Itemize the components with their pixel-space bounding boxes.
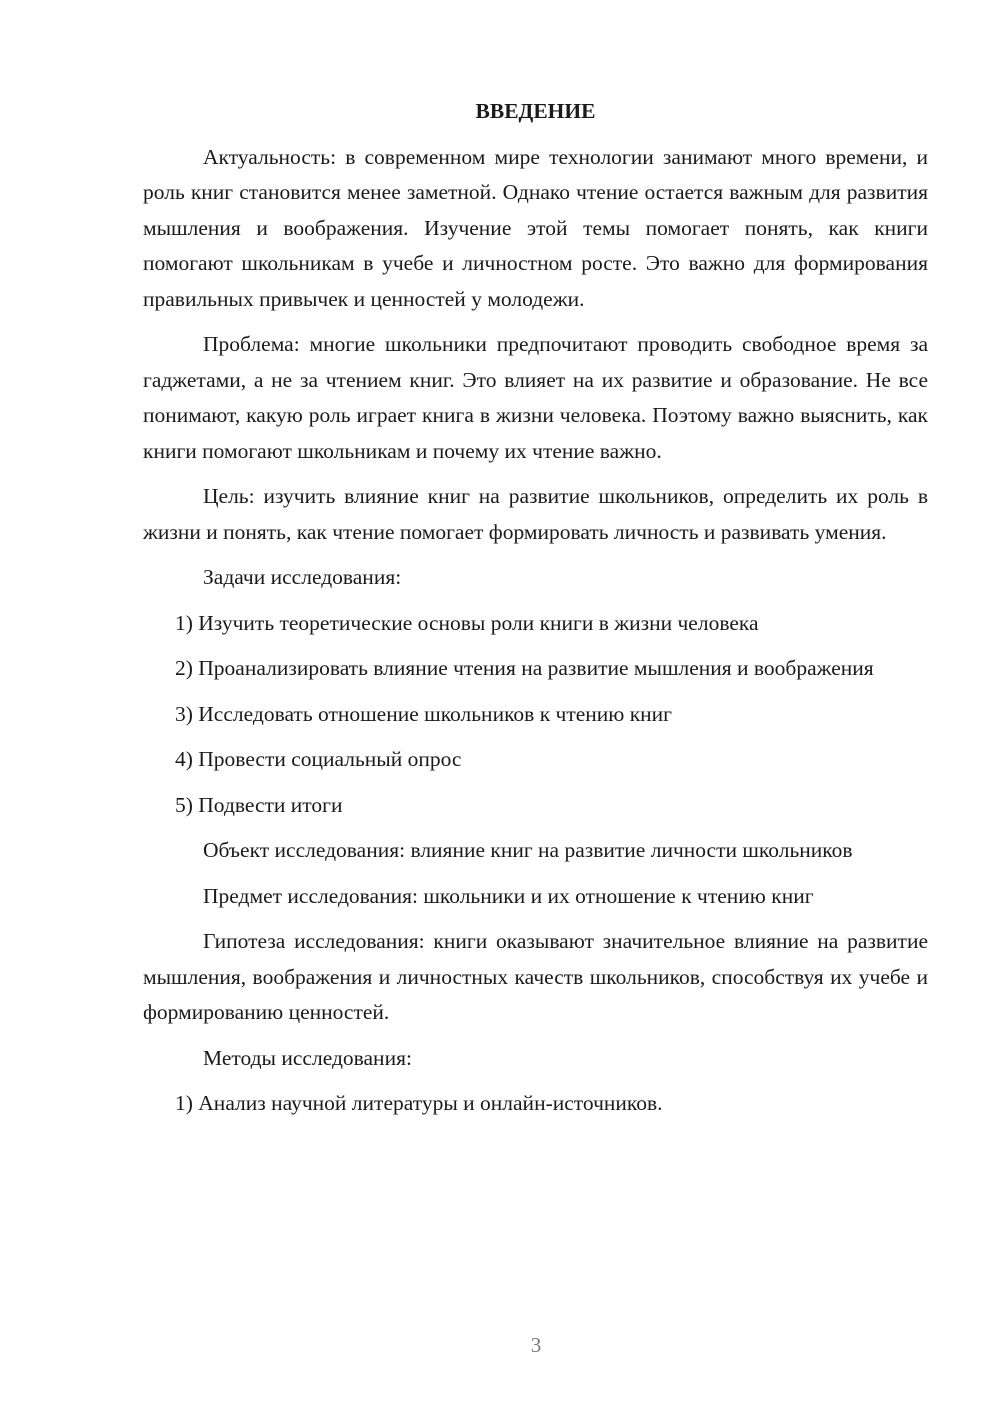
object-paragraph: Объект исследования: влияние книг на развитие личности школьников — [203, 838, 853, 862]
goal-paragraph: Цель: изучить влияние книг на развитие школьников, определить их роль в жизни и понять, как чтение помогает формировать личность и развивать умения. — [143, 484, 928, 544]
task-item: 2) Проанализировать влияние чтения на развитие мышления и воображения — [175, 656, 874, 680]
hypothesis-paragraph: Гипотеза исследования: книги оказывают значительное влияние на развитие мышления, воображения и личностных качеств школьников, способствуя их учебе и формированию ценностей. — [143, 929, 928, 1024]
task-item: 4) Провести социальный опрос — [175, 747, 462, 771]
task-item: 5) Подвести итоги — [175, 792, 343, 817]
task-item: 3) Исследовать отношение школьников к чтению книг — [175, 701, 672, 726]
section-heading: ВВЕДЕНИЕ — [475, 99, 596, 123]
task-item: 1) Изучить теоретические основы роли книги в жизни человека — [175, 610, 759, 635]
methods-title: Методы исследования: — [203, 1045, 412, 1070]
subject-paragraph: Предмет исследования: школьники и их отношение к чтению книг — [203, 883, 814, 908]
method-item: 1) Анализ научной литературы и онлайн-источников. — [175, 1091, 663, 1115]
relevance-paragraph: Актуальность: в современном мире технологии занимают много времени, и роль книг становится менее заметной. Однако чтение остается важным для развития мышления и воображения. Изучение этой темы помогает понять, как книги помогают школьникам в учебе и личностном росте. Это важно для формирования правильных привычек и ценностей у молодежи. — [143, 144, 928, 311]
problem-paragraph: Проблема: многие школьники предпочитают проводить свободное время за гаджетами, а не за чтением книг. Это влияет на их развитие и образование. Не все понимают, какую роль играет книга в жизни человека. Поэтому важно выяснить, как книги помогают школьникам и почему их чтение важно. — [143, 332, 928, 463]
tasks-title: Задачи исследования: — [203, 565, 402, 589]
body-text — [143, 94, 928, 1132]
page-number: 3 — [530, 1333, 542, 1357]
